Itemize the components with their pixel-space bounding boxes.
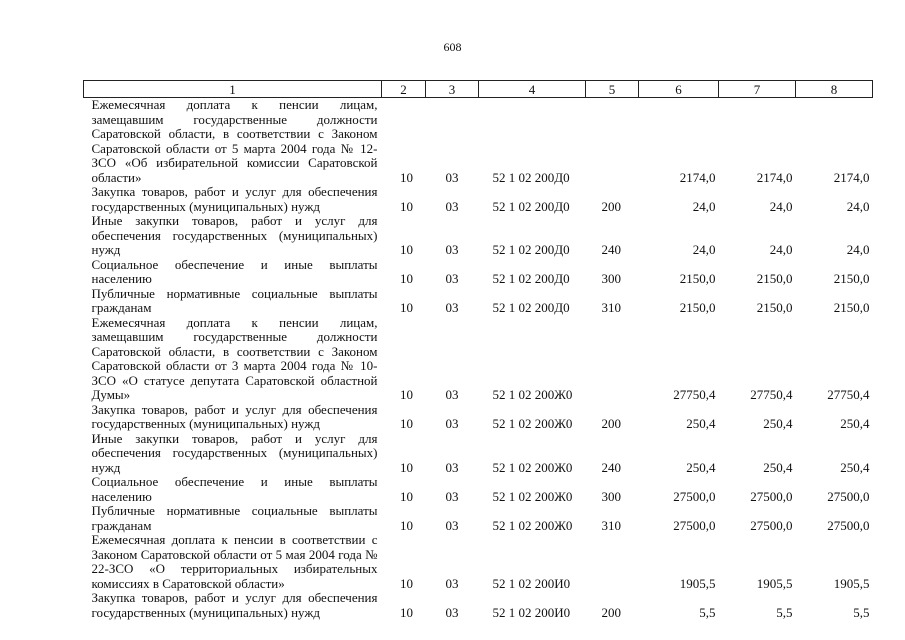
amount-col7: 27750,4 <box>750 387 793 402</box>
row-name: Закупка товаров, работ и услуг для обеспечения государственных (муниципальных) нужд <box>91 184 378 214</box>
expense-type-code: 310 <box>601 300 621 315</box>
row-name: Иные закупки товаров, работ и услуг для обеспечения государственных (муниципальных) нужд <box>91 213 378 257</box>
column-header-2: 2 <box>382 81 426 98</box>
column-header-8: 8 <box>796 81 873 98</box>
expense-type-code <box>586 316 639 403</box>
section-code: 10 <box>400 416 413 431</box>
amount-col8: 27500,0 <box>827 488 870 504</box>
table-row <box>84 214 873 258</box>
amount-col6: 2174,0 <box>679 169 716 185</box>
subsection-code: 03 <box>445 271 459 286</box>
subsection-code: 03 <box>445 387 459 402</box>
row-name: Публичные нормативные социальные выплаты гражданам <box>91 503 378 533</box>
expense-type-code: 240 <box>601 459 621 475</box>
subsection-code: 03 <box>445 169 459 185</box>
amount-col6: 27750,4 <box>673 387 716 402</box>
amount-col8: 27750,4 <box>827 387 870 402</box>
column-header-1: 1 <box>84 81 382 98</box>
amount-col6: 250,4 <box>686 459 716 475</box>
amount-col6: 27500,0 <box>673 488 716 504</box>
row-name: Социальное обеспечение и иные выплаты населению <box>91 256 378 286</box>
amount-col8: 250,4 <box>840 459 870 475</box>
amount-col8: 250,4 <box>840 416 870 431</box>
expense-type-code <box>586 533 639 591</box>
amount-col7: 2150,0 <box>756 300 793 315</box>
target-article-code: 52 1 02 200И0 <box>492 575 571 591</box>
amount-col8: 24,0 <box>846 242 870 257</box>
column-header-7: 7 <box>719 81 796 98</box>
section-code: 10 <box>400 604 413 620</box>
target-article-code: 52 1 02 200Д0 <box>492 300 570 315</box>
amount-col7: 250,4 <box>763 416 793 431</box>
amount-col8: 2150,0 <box>833 271 870 286</box>
subsection-code: 03 <box>445 416 459 431</box>
amount-col6: 2150,0 <box>679 300 716 315</box>
row-name: Ежемесячная доплата к пенсии лицам, замещавшим государственные должности Саратовской области, в соответствии с Законом Саратовской области от 3 марта 2004 года № 10-ЗСО «О статусе депутата Саратовской областной Думы» <box>91 314 378 402</box>
table-row <box>84 432 873 476</box>
table-row <box>84 504 873 533</box>
target-article-code: 52 1 02 200Д0 <box>492 271 570 286</box>
column-header-3: 3 <box>426 81 479 98</box>
table-row <box>84 258 873 287</box>
target-article-code: 52 1 02 200Ж0 <box>492 488 573 504</box>
subsection-code: 03 <box>445 517 459 533</box>
section-code: 10 <box>400 488 413 504</box>
expense-type-code: 200 <box>601 198 621 214</box>
target-article-code: 52 1 02 200Ж0 <box>492 459 573 475</box>
section-code: 10 <box>400 271 413 286</box>
section-code: 10 <box>400 169 413 185</box>
table-row <box>84 591 873 620</box>
row-name: Иные закупки товаров, работ и услуг для обеспечения государственных (муниципальных) нужд <box>91 430 378 475</box>
section-code: 10 <box>400 198 413 214</box>
target-article-code: 52 1 02 200Д0 <box>492 242 570 257</box>
row-name: Закупка товаров, работ и услуг для обеспечения государственных (муниципальных) нужд <box>91 590 378 620</box>
target-article-code: 52 1 02 200Д0 <box>492 169 570 185</box>
amount-col8: 2150,0 <box>833 300 870 315</box>
amount-col6: 2150,0 <box>679 271 716 286</box>
subsection-code: 03 <box>445 575 459 591</box>
table-row <box>84 287 873 316</box>
target-article-code: 52 1 02 200Ж0 <box>492 387 573 402</box>
row-name: Закупка товаров, работ и услуг для обеспечения государственных (муниципальных) нужд <box>91 401 378 431</box>
amount-col6: 24,0 <box>692 242 716 257</box>
subsection-code: 03 <box>445 459 459 475</box>
expense-type-code: 300 <box>601 271 621 286</box>
amount-col7: 24,0 <box>769 242 793 257</box>
table-row <box>84 403 873 432</box>
row-name: Социальное обеспечение и иные выплаты населению <box>91 474 378 504</box>
table-row <box>84 475 873 504</box>
amount-col8: 5,5 <box>853 604 870 620</box>
amount-col7: 27500,0 <box>750 488 793 504</box>
expense-type-code: 200 <box>601 416 621 431</box>
amount-col6: 250,4 <box>686 416 716 431</box>
amount-col6: 27500,0 <box>673 517 716 533</box>
expense-type-code: 310 <box>601 517 621 533</box>
section-code: 10 <box>400 387 413 402</box>
amount-col8: 2174,0 <box>833 169 870 185</box>
amount-col7: 27500,0 <box>750 517 793 533</box>
target-article-code: 52 1 02 200Ж0 <box>492 416 573 431</box>
amount-col8: 27500,0 <box>827 517 870 533</box>
section-code: 10 <box>400 459 413 475</box>
amount-col8: 1905,5 <box>833 575 870 591</box>
page-number: 608 <box>443 40 462 54</box>
target-article-code: 52 1 02 200И0 <box>492 604 571 620</box>
subsection-code: 03 <box>445 604 459 620</box>
budget-table <box>83 80 873 620</box>
table-row <box>84 185 873 214</box>
amount-col6: 1905,5 <box>679 575 716 591</box>
section-code: 10 <box>400 300 413 315</box>
subsection-code: 03 <box>445 198 459 214</box>
subsection-code: 03 <box>445 300 459 315</box>
amount-col7: 5,5 <box>776 604 793 620</box>
section-code: 10 <box>400 517 413 533</box>
column-header-6: 6 <box>639 81 719 98</box>
amount-col7: 2150,0 <box>756 271 793 286</box>
subsection-code: 03 <box>445 488 459 504</box>
column-header-5: 5 <box>586 81 639 98</box>
expense-type-code <box>586 98 639 186</box>
target-article-code: 52 1 02 200Ж0 <box>492 517 573 533</box>
expense-type-code: 300 <box>601 488 621 504</box>
expense-type-code: 240 <box>601 242 621 257</box>
section-code: 10 <box>400 242 413 257</box>
row-name: Ежемесячная доплата к пенсии лицам, замещавшим государственные должности Саратовской области, в соответствии с Законом Саратовской области от 5 марта 2004 года № 12-ЗСО «Об избирательной комиссии Саратовской области» <box>91 97 378 185</box>
table-row <box>84 533 873 591</box>
row-name: Ежемесячная доплата к пенсии в соответствии с Законом Саратовской области от 5 мая 2004 года № 22-ЗСО «О территориальных избирательных комиссиях в Саратовской области» <box>91 532 378 591</box>
amount-col7: 24,0 <box>769 198 793 214</box>
amount-col7: 250,4 <box>763 459 793 475</box>
row-name: Публичные нормативные социальные выплаты гражданам <box>91 285 378 315</box>
table-row <box>84 98 873 186</box>
amount-col7: 1905,5 <box>756 575 793 591</box>
table-row <box>84 316 873 403</box>
section-code: 10 <box>400 575 413 591</box>
header-row <box>84 81 873 98</box>
column-header-4: 4 <box>479 81 586 98</box>
amount-col8: 24,0 <box>846 198 870 214</box>
target-article-code: 52 1 02 200Д0 <box>492 198 570 214</box>
amount-col7: 2174,0 <box>756 169 793 185</box>
amount-col6: 24,0 <box>692 198 716 214</box>
subsection-code: 03 <box>445 242 459 257</box>
amount-col6: 5,5 <box>699 604 716 620</box>
expense-type-code: 200 <box>601 604 621 620</box>
